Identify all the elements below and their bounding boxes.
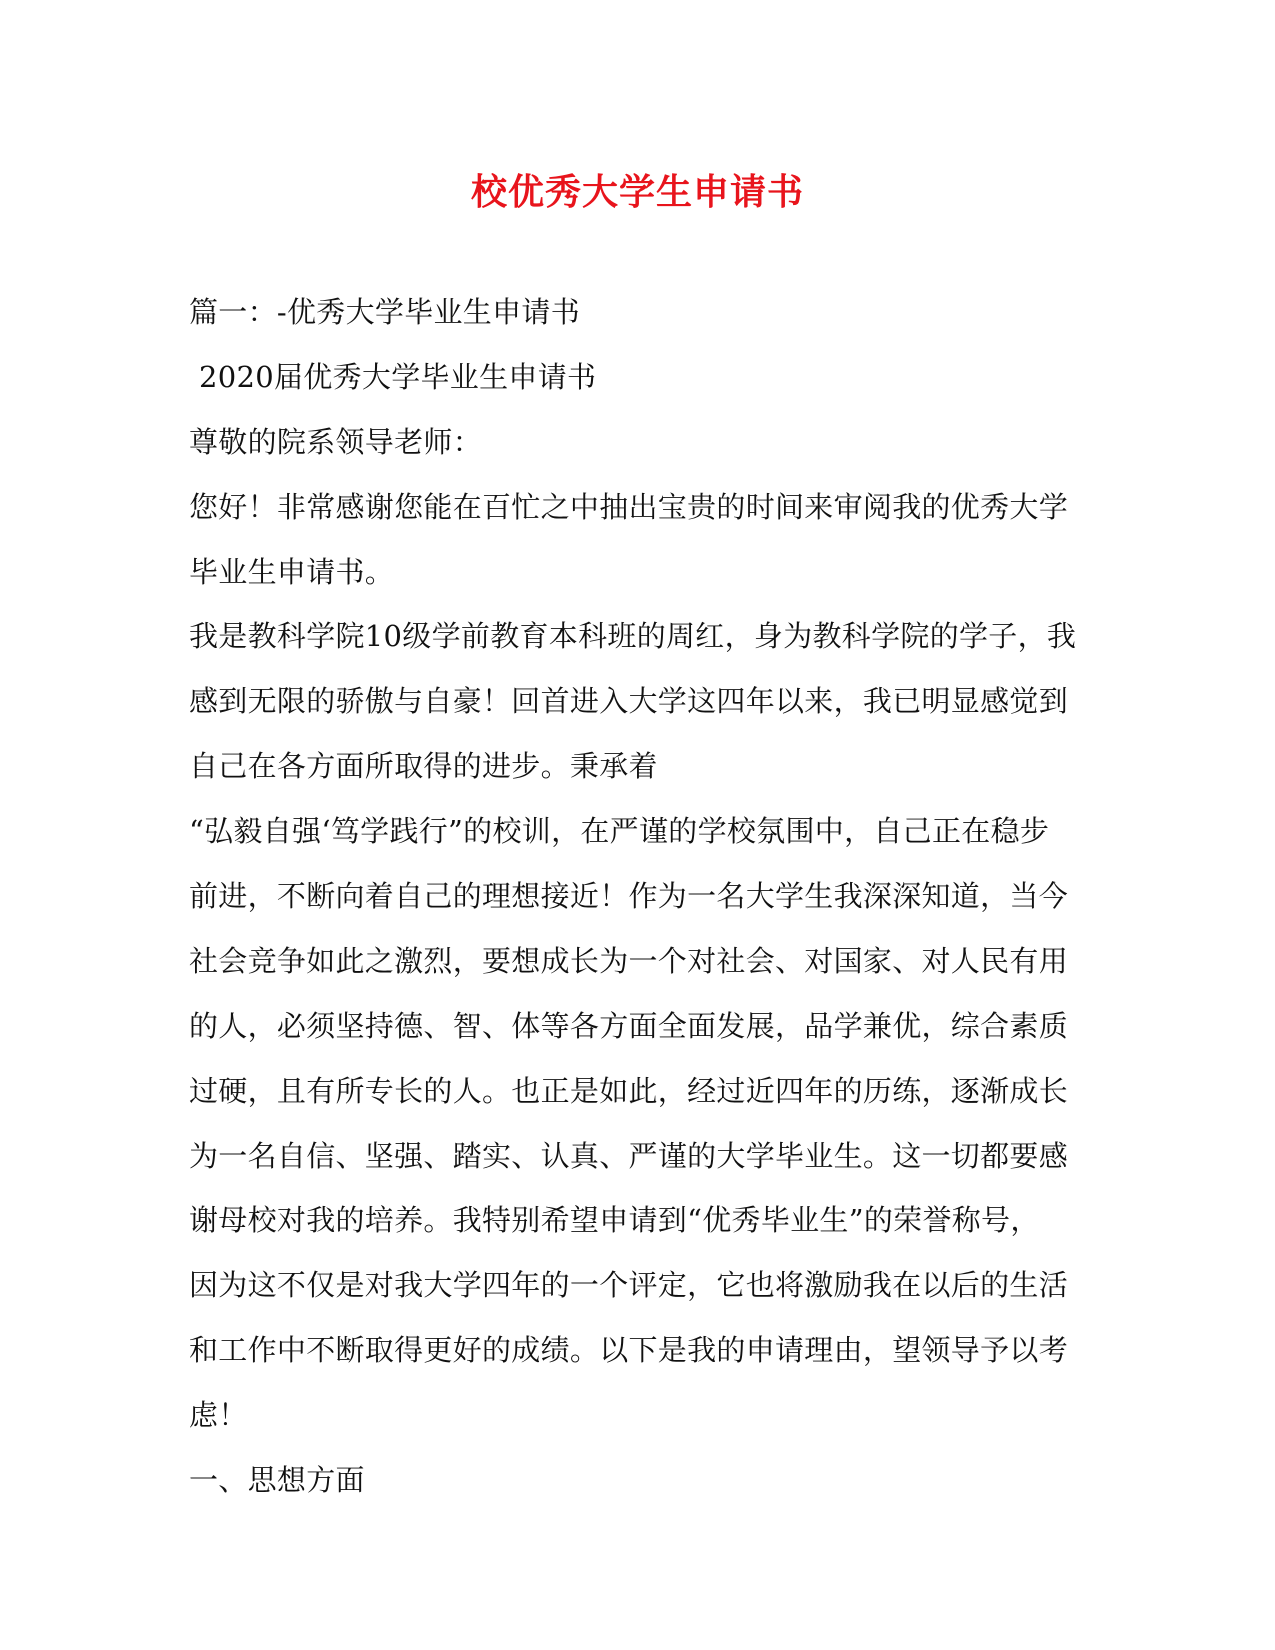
text-line: 我是教科学院10级学前教育本科班的周红，身为教科学院的学子，我 xyxy=(189,619,1077,654)
text-line: 虑！ xyxy=(189,1398,248,1433)
text-line: “弘毅自强‘笃学践行”的校训，在严谨的学校氛围中，自己正在稳步 xyxy=(189,814,1050,849)
text-line: 篇一：-优秀大学毕业生申请书 xyxy=(189,295,580,329)
text-line: 一、思想方面 xyxy=(189,1463,365,1498)
text-line: 您好！非常感谢您能在百忙之中抽出宝贵的时间来审阅我的优秀大学 xyxy=(189,489,1069,524)
text-line: 2020届优秀大学毕业生申请书 xyxy=(199,359,597,394)
text-line: 和工作中不断取得更好的成绩。以下是我的申请理由，望领导予以考 xyxy=(189,1333,1069,1368)
text-line: 感到无限的骄傲与自豪！回首进入大学这四年以来，我已明显感觉到 xyxy=(189,684,1069,719)
document-title: 校优秀大学生申请书 xyxy=(470,171,804,213)
text-line: 因为这不仅是对我大学四年的一个评定，它也将激励我在以后的生活 xyxy=(189,1268,1069,1303)
text-line: 前进，不断向着自己的理想接近！作为一名大学生我深深知道，当今 xyxy=(189,879,1069,914)
text-line: 尊敬的院系领导老师： xyxy=(189,424,483,459)
document-body xyxy=(189,280,1089,1513)
text-line: 为一名自信、坚强、踏实、认真、严谨的大学毕业生。这一切都要感 xyxy=(189,1138,1069,1173)
text-line: 社会竞争如此之激烈，要想成长为一个对社会、对国家、对人民有用 xyxy=(189,943,1069,978)
text-line: 过硬，且有所专长的人。也正是如此，经过近四年的历练，逐渐成长 xyxy=(189,1073,1069,1108)
text-line: 谢母校对我的培养。我特别希望申请到“优秀毕业生”的荣誉称号， xyxy=(189,1203,1040,1238)
text-line: 自己在各方面所取得的进步。秉承着 xyxy=(189,749,658,784)
text-line: 毕业生申请书。 xyxy=(189,554,395,589)
text-line: 的人，必须坚持德、智、体等各方面全面发展，品学兼优，综合素质 xyxy=(189,1008,1069,1043)
